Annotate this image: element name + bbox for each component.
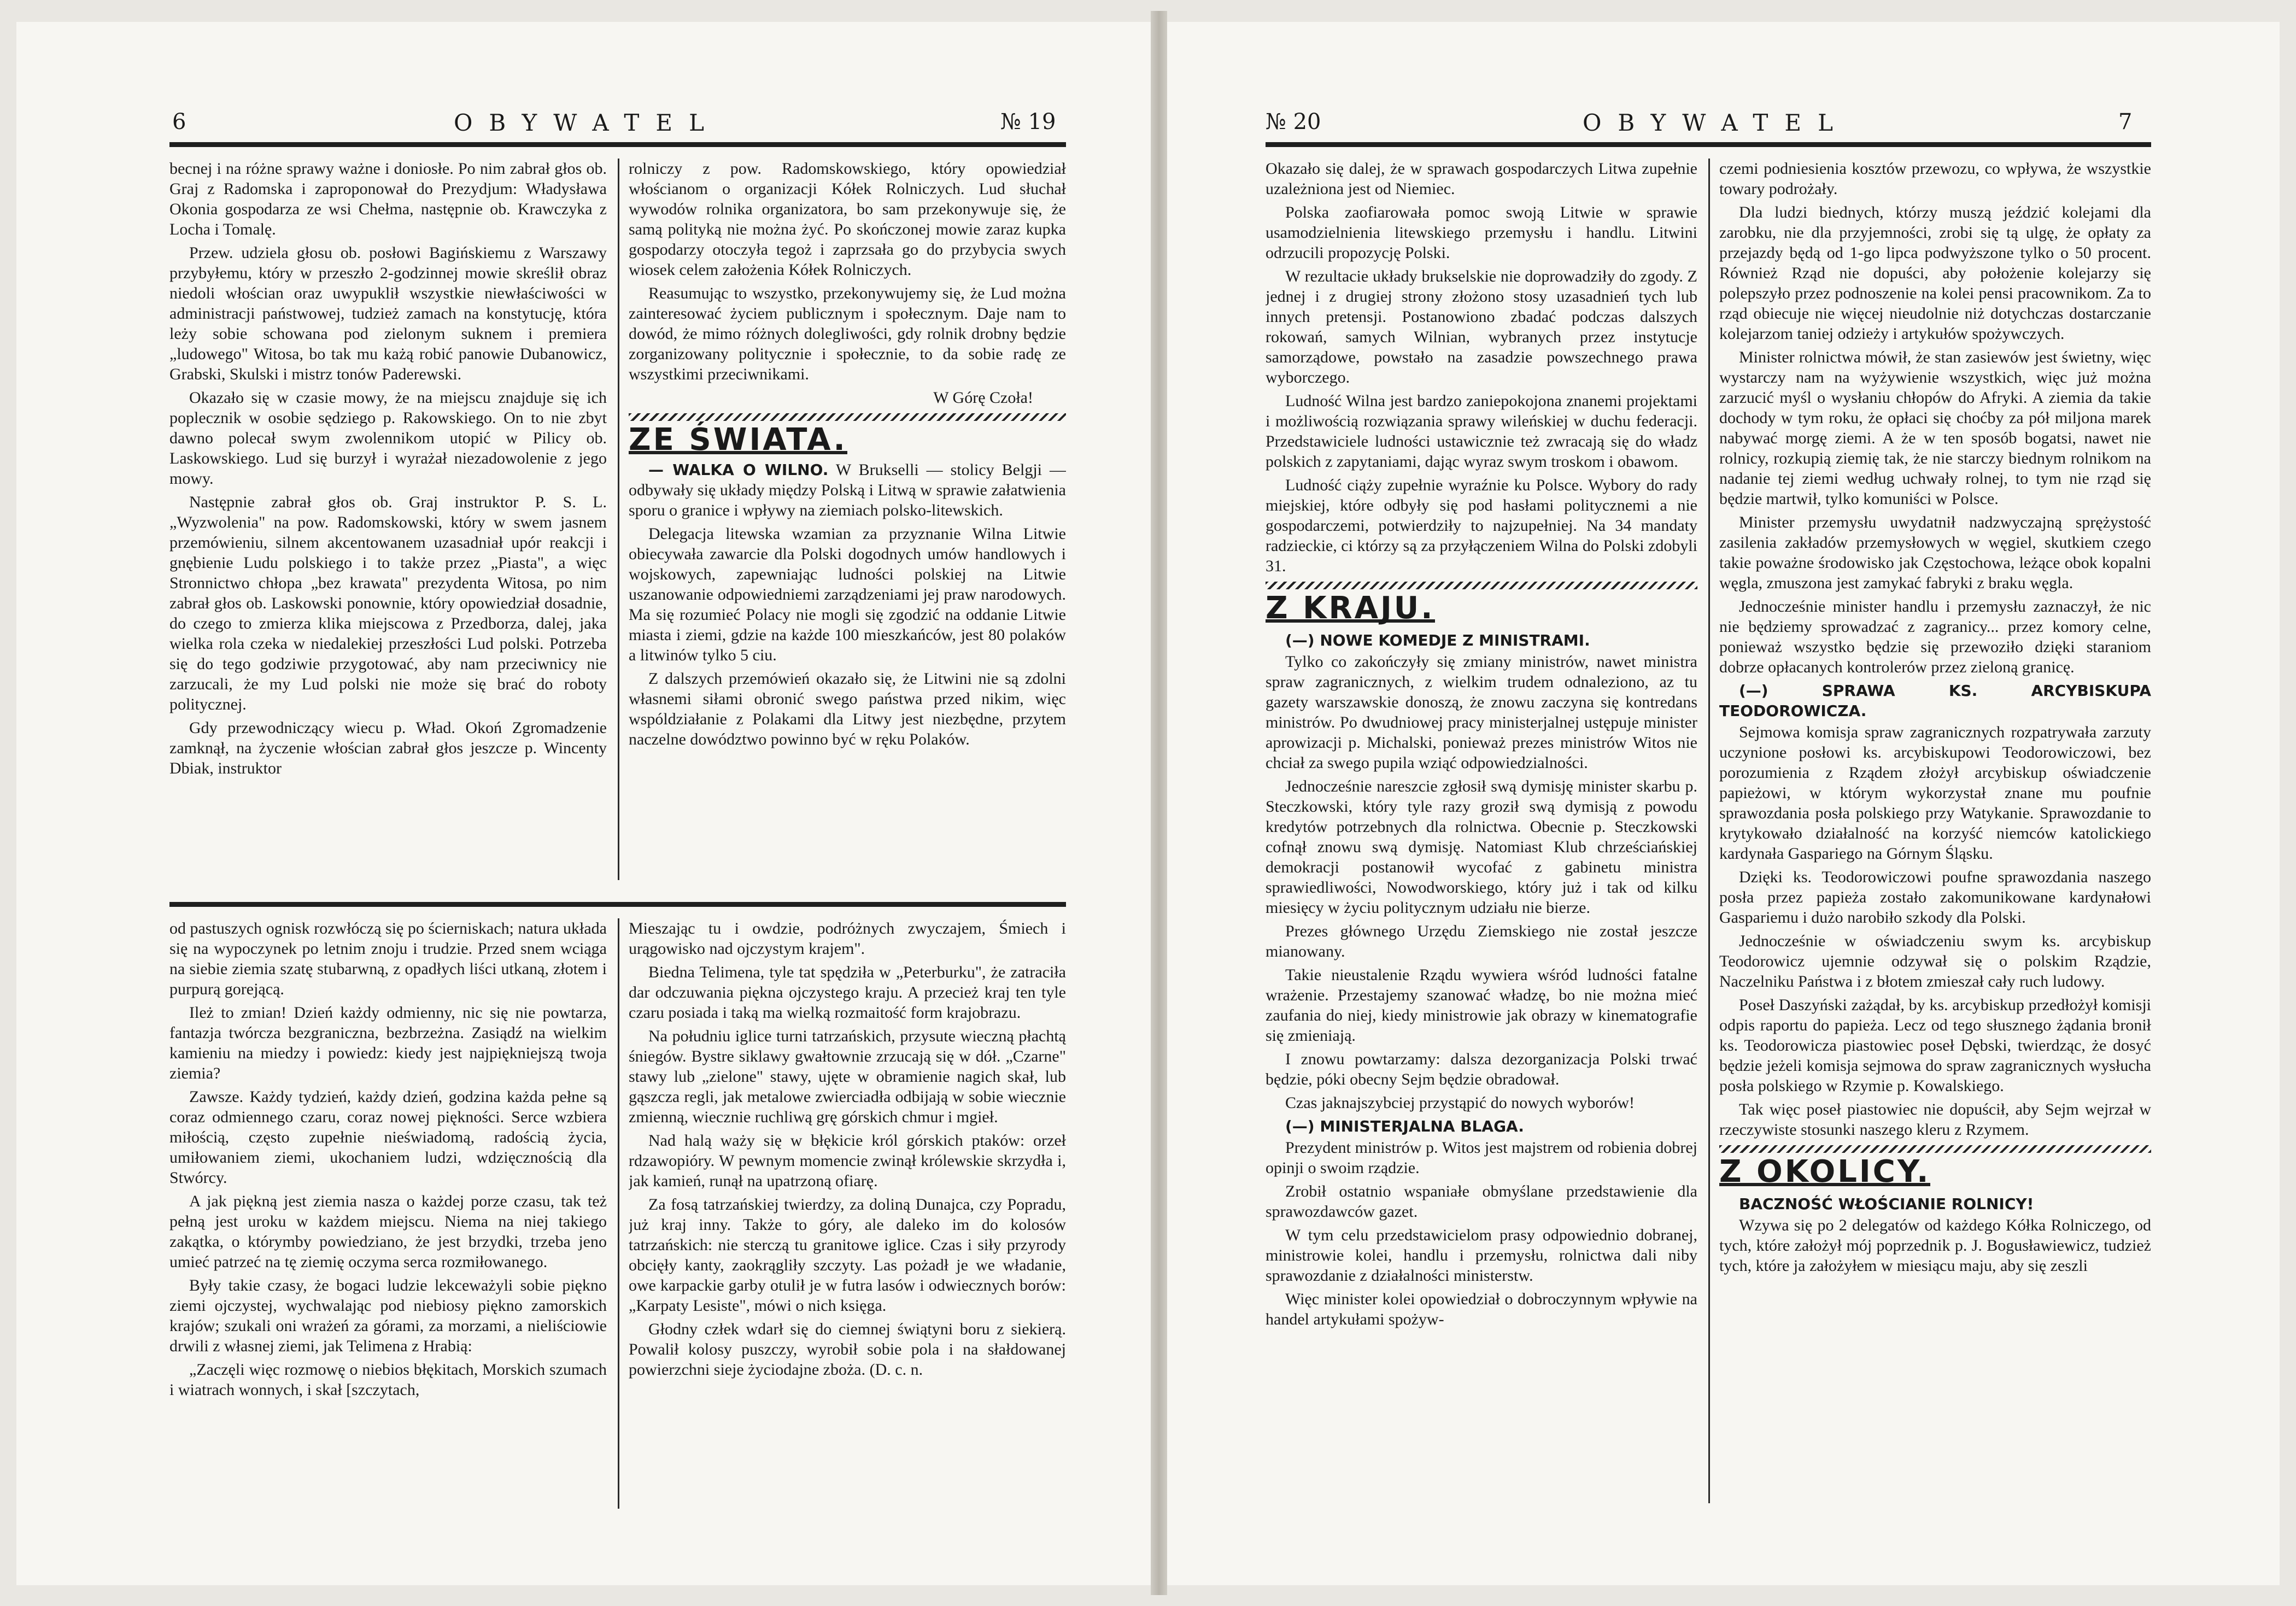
book-gutter: [1151, 11, 1167, 1595]
header-rule: [169, 142, 1066, 147]
paragraph: Okazało się w czasie mowy, że na miejscu znajduje się ich poplecznik w osobie sędziego p. Rakowskiego. On to nie zbyt dawno polecał swym zwolennikom utopić w Pilicy ob. Laskowskiego. Lud się burzył i wyrażał niezadowolenie z jego mowy.: [169, 389, 607, 488]
paragraph: Wzywa się po 2 delegatów od każdego Kółka Rolniczego, od tych, które założył mój poprzednik p. J. Bogusławiewicz, tudzież tych, które ja założyłem w miesiącu maju, aby się zeszli: [1719, 1216, 2151, 1275]
paragraph: od pastuszych ognisk rozwłóczą się po ścierniskach; natura układa się na wypoczynek po letnim znoju i trudzie. Przed snem wciąga na siebie ziemia szatę stubarwną, z opadłych liści utkaną, złotem i purpurą gorejącą.: [169, 919, 607, 998]
column-divider: [1708, 159, 1710, 1503]
paragraph: Sejmowa komisja spraw zagranicznych rozpatrywała zarzuty uczynione posłowi ks. arcybiskupowi Teodorowiczowi, bez porozumienia z Rządem złożył arcybiskup oświadczenie papieżowi, w którym wykorzystał znane mu poufnie sprawozdania posła polskiego przy Watykanie. Sprawozdanie to krytykowało działalność na korzyść niemców katolickiego kardynała Gaspariego na Górnym Śląsku.: [1719, 723, 2151, 863]
column-divider: [618, 918, 619, 1509]
paragraph: Takie nieustalenie Rządu wywiera wśród ludności fatalne wrażenie. Przestajemy szanować władzę, bo nie można mieć zaufania do niej, kiedy ministrowie jak obrazy w kinematografie się zmieniają.: [1266, 966, 1697, 1045]
left-column-1: [169, 159, 607, 880]
paragraph: Reasumując to wszystko, przekonywujemy się, że Lud można zainteresować życiem publicznym i społecznym. Daje nam to dowód, że mimo różnych dolegliwości, gdy rolnik drobny będzie zorganizowany politycznie i społecznie, to da sobie radę ze wszystkimi przeciwnikami.: [629, 284, 1066, 383]
paragraph: Tak więc poseł piastowiec nie dopuścił, aby Sejm wejrzał w rzeczywiste stosunki naszego kleru z Rzymem.: [1719, 1100, 2151, 1139]
paragraph: Tylko co zakończyły się zmiany ministrów, nawet ministra spraw zagranicznych, z wielkim trudem odnaleziono, az tu gazety warszawskie donoszą, że znowu zaczyna się kontredans ministrów. Po dwudniowej pracy ministerjalnej ustępuje minister aprowizacji p. Michalski, ponieważ prezes ministrów Witos nie chciał za swego pupila wziąć odpowiedzialności.: [1266, 653, 1697, 772]
section-title-z-okolicy: Z OKOLICY.: [1719, 1154, 1931, 1189]
paragraph: Zrobił ostatnio wspaniałe obmyślane przedstawienie dla sprawozdawców gazet.: [1266, 1182, 1697, 1221]
subhead-bacznosc: BACZNOŚĆ WŁOŚCIANIE ROLNICY!: [1739, 1195, 2034, 1213]
subhead-sprawa-arcybiskupa: (—) SPRAWA KS. ARCYBISKUPA TEODOROWICZA.: [1719, 682, 2151, 720]
right-page: [1167, 22, 2280, 1585]
paragraph: Następnie zabrał głos ob. Graj instruktor P. S. L. „Wyzwolenia" na pow. Radomskowski, który w swem jasnem przemówieniu, silnem akcentowanem uzasadniał upór reakcji i gnębienie Ludu polskiego i to także przez „Piasta", a więc Stronnictwo chłopa „bez krawata" prezydenta Witosa, po nim zabrał głos ob. Laskowski ponownie, który opowiedział dosadnie, do czego to zmierza klika miejscowa z Przedborza, dalej, jaka wielka rola czeka w niedalekiej przeszłości Lud polski. Potrzeba się do tego godziwie przygotować, aby nam przeciwnicy nie zarzucali, że my Lud polski nie może się brać do roboty politycznej.: [169, 493, 607, 713]
paragraph: Ludność ciąży zupełnie wyraźnie ku Polsce. Wybory do rady miejskiej, które odbyły się pod hasłami politycznemi a nie gospodarczemi, potwierdziły to najzupełniej. Na 34 mandaty radzieckie, ci którzy są za przyłączeniem Wilna do Polski zdobyli 31.: [1266, 476, 1697, 575]
paragraph: W rezultacie układy brukselskie nie doprowadziły do zgody. Z jednej i z drugiej strony złożono stosy uzasadnień tych lub innych pretensji. Postanowiono zbadać podczas dalszych rokowań, samych Wilnian, wybranych przez instytucje samorządowe, powstało na zasadzie powszechnego prawa wyborczego.: [1266, 267, 1697, 386]
subhead-ministerjalna-blaga: (—) MINISTERJALNA BLAGA.: [1285, 1117, 1524, 1135]
paragraph: czemi podniesienia kosztów przewozu, co wpływa, że wszystkie towary podrożały.: [1719, 160, 2151, 198]
paragraph: Czas jaknajszybciej przystąpić do nowych wyborów!: [1285, 1094, 1635, 1112]
paragraph: Delegacja litewska wzamian za przyznanie Wilna Litwie obiecywała zawarcie dla Polski dogodnych umów handlowych i wojskowych, zapewniając ludności polskiej na Litwie uszanowanie odpowiedniemi zarządzeniami jej praw narodowych. Ma się rozumieć Polacy nie mogli się zgodzić na oddanie Litwie miasta i ziemi, gdzie na każde 100 mieszkańców, jest 80 polaków a litwinów tylko 5 ciu.: [629, 525, 1066, 664]
paragraph: Minister rolnictwa mówił, że stan zasiewów jest świetny, więc wystarczy nam na wyżywienie wszystkich, więc już można zarzucić myśl o wysłaniu chłopów do Afryki. A ziemia da takie dochody w tym roku, że opłaci się choćby za pół miljona marek nabywać morgę ziemi. A że w ten sposób bogatsi, nawet nie rolnicy, rozkupią ziemię tak, że nie starczy biednym rolnikom na nadanie tej ziemi według uchwały rolnej, to tym nie rząd się będzie martwił, tylko komuniści w Polsce.: [1719, 348, 2151, 508]
paragraph: Głodny człek wdarł się do ciemnej świątyni boru z siekierą. Powalił kolosy puszczy, wyrobił sobie pola i na słałdowanej powierzchni sieje życiodajne zboża. (D. c. n.: [629, 1320, 1066, 1379]
subhead-walka-o-wilno: — WALKA O WILNO.: [648, 461, 829, 479]
paragraph: Z dalszych przemówień okazało się, że Litwini nie są zdolni własnemi siłami obronić swego państwa przed nikim, więc wspóldziałanie z Polakami dla Litwy jest niezbędne, przytem naczelne dowództwo powinno być w ręku Polaków.: [629, 670, 1066, 748]
paragraph: Jednocześnie minister handlu i przemysłu zaznaczył, że nic nie będziemy sprowadzać z zagranicy... przez komory celne, ponieważ wszystko będzie się przewoziło dzięki staraniom dobrze opłacanych kontrolerów przez zieloną granicę.: [1719, 597, 2151, 676]
paragraph: Gdy przewodniczący wiecu p. Wład. Okoń Zgromadzenie zamknął, na życzenie włościan zabrał głos jeszcze p. Wincenty Dbiak, instruktor: [169, 719, 607, 777]
paragraph: A jak piękną jest ziemia nasza o każdej porze czasu, tak też pełną jest uroku w każdem miejscu. Niema na niej takiego zakątka, o którymby powiedziano, że jest brzydki, trzeba jeno umieć patrzeć na tę ziemię oczyma serca rozmiłowanego.: [169, 1192, 607, 1271]
paragraph: Prezydent ministrów p. Witos jest majstrem od robienia dobrej opinji o swoim rządzie.: [1266, 1139, 1697, 1177]
paragraph: Jednocześnie nareszcie zgłosił swą dymisję minister skarbu p. Steczkowski, który tyle razy groził swą dymisją z powodu kredytów potrzebnych dla rolnictwa. Obecnie p. Steczkowski cofnął znowu swą dymisję. Natomiast Klub chrześciańskiej demokracji postanowił wycofać z gabinetu ministra sprawiedliwości, Nowodworskiego, który już i tak od kilku miesięcy w życiu politycznym udziału nie bierze.: [1266, 777, 1697, 917]
page-number: 7: [2118, 109, 2133, 134]
left-column-3: [169, 918, 607, 1509]
paragraph: Przew. udziela głosu ob. posłowi Bagińskiemu z Warszawy przybyłemu, który w przeszło 2-godzinnej mowie skreślił obraz niedoli włościan oraz uwypuklił wszystkie niewłaściwości w administracji państwowej, tudzież zamach na konstytucję, która leży sobie schowana pod zielonym suknem i premiera „ludowego" Witosa, bo tak mu każą robić panowie Dubanowicz, Grabski, Skulski i mistrz tonów Paderewski.: [169, 244, 607, 383]
paragraph: Na południu iglice turni tatrzańskich, przysute wieczną płachtą śniegów. Bystre siklawy gwałtownie zrzucają się w dół. „Czarne" stawy lub „zielone" stawy, ujęte w obramienie nagich skał, lub gąszcza regli, jak metalowe zwierciadła odbijają w sobie wiecznie zmienną, wiecznie ruchliwą grę górskich chmur i mgieł.: [629, 1027, 1066, 1126]
issue-number: № 19: [1000, 109, 1056, 134]
paragraph: I znowu powtarzamy: dalsza dezorganizacja Polski trwać będzie, póki obecny Sejm będzie obradował.: [1266, 1050, 1697, 1088]
paragraph: Nad halą waży się w błękicie król górskich ptaków: orzeł rdzawopióry. W pewnym momencie zwinął królewskie skrzydła i, jak kamień, runął na upatrzoną ofiarę.: [629, 1132, 1066, 1190]
subhead-nowe-komedje: (—) NOWE KOMEDJE Z MINISTRAMI.: [1285, 631, 1590, 649]
page-number: 6: [172, 109, 186, 134]
paragraph: Polska zaofiarowała pomoc swoją Litwie w sprawie usamodzielnienia litewskiego przemysłu i handlu. Litwini odrzucili propozycję Polski.: [1266, 203, 1697, 262]
right-column-1: [1266, 159, 1697, 1503]
paragraph: Poseł Daszyński zażądał, by ks. arcybiskup przedłożył komisji odpis raportu do papieża. Lecz od tego słusznego żądania bronił ks. Teodorowicza piastowiec poseł Dębski, twierdząc, że dosyć będzie jeżeli komisja sejmowa do spraw zagranicznych wysłucha posła polskiego w Rzymie p. Kowalskiego.: [1719, 996, 2151, 1095]
paragraph: Były takie czasy, że bogaci ludzie lekceważyli sobie piękno ziemi ojczystej, wychwalając pod niebiosy piękno zamorskich krajów; szukali oni wrażeń za górami, za morzami, a nieliściowie drwili z własnej ziemi, jak Telimena z Hrabią:: [169, 1276, 607, 1355]
paragraph: Ludność Wilna jest bardzo zaniepokojona znanemi projektami i możliwością rozwiązania sprawy wileńskiej w duchu federacji. Przedstawiciele ludności ustawicznie też zwracają się do władz polskich z zapytaniami, dając wyraz swym troskom i obawom.: [1266, 392, 1697, 471]
paragraph: Okazało się dalej, że w sprawach gospodarczych Litwa zupełnie uzależniona jest od Niemiec.: [1266, 160, 1697, 198]
paragraph: Minister przemysłu uwydatnił nadzwyczajną sprężystość zasilenia zakładów przemysłowych w węgiel, skutkiem czego takie poważne środowisko jak Częstochowa, leżące obok kopalni węgla, zmuszona jest zamykać fabryki z braku węgla.: [1719, 513, 2151, 592]
issue-number: № 20: [1266, 109, 1321, 134]
lead-paragraph: [629, 460, 1066, 520]
signature: W Górę Czoła!: [933, 389, 1033, 407]
header-rule: [1266, 142, 2151, 147]
paragraph: becnej i na różne sprawy ważne i doniosłe. Po nim zabrał głos ob. Graj z Radomska i zaproponował do Prezydjum: Władysława Okonia gospodarza ze wsi Chełma, następnie ob. Krawczyka z Locha i Tomalę.: [169, 160, 607, 238]
paragraph: Dla ludzi biednych, którzy muszą jeździć kolejami dla zarobku, nie dla przyjemności, zrobi się tą ulgę, że opłaty za przejazdy będą od 1-go lipca podwyższone tylko o 50 procent. Również Rząd nie dopuści, aby położenie kolejarzy się polepszyło przez podnoszenie na kolei pensi pracownikom. Za to rząd obiecuje nie więcej nieudolnie niż dotychczas dostarczanie kolejarzom taniej odzieży i artykułów spożywczych.: [1719, 203, 2151, 343]
paragraph: Więc minister kolei opowiedział o dobroczynnym wpływie na handel artykułami spożyw-: [1266, 1290, 1697, 1328]
paragraph: rolniczy z pow. Radomskowskiego, który opowiedział włościanom o organizacji Kółek Rolniczych. Lud słuchał wywodów rolnika organizatora, bo sam przekonywuje się, że samą polityką nie można żyć. Po skończonej mowie zaraz kupka gospodarzy otoczyła tegoż i zaprzsała go do przybycia swych wiosek celem założenia Kółek Rolniczych.: [629, 160, 1066, 279]
section-title-ze-swiata: ZE ŚWIATA.: [629, 422, 847, 458]
verse: „Zaczęli więc rozmowę o niebios błękitach, Morskich szumach i wiatrach wonnych, i skał [szczytach,: [169, 1361, 607, 1399]
section-title-z-kraju: Z KRAJU.: [1266, 590, 1435, 626]
ornamental-divider: [1719, 1145, 2151, 1153]
paragraph: Prezes głównego Urzędu Ziemskiego nie został jeszcze mianowany.: [1266, 922, 1697, 960]
paragraph: Biedna Telimena, tyle tat spędziła w „Peterburku", że zatraciła dar odczuwania piękna ojczystego kraju. A przecież kraj ten tyle czaru posiada i taką ma wielką rozmaitość form krajobrazu.: [629, 963, 1066, 1022]
paragraph: Zawsze. Każdy tydzień, każdy dzień, godzina każda pełne są coraz odmiennego czaru, coraz nowej piękności. Serce wzbiera miłością, często zupełnie nieświadomą, radością życia, umiłowaniem ziemi, ukochaniem ludzi, wdzięcznością dla Stwórcy.: [169, 1088, 607, 1187]
left-page: [16, 22, 1151, 1585]
paragraph: W tym celu przedstawicielom prasy odpowiednio dobranej, ministrowie kolei, handlu i przemysłu, rolnictwa dali niby sprawozdanie z działalności ministerstw.: [1266, 1226, 1697, 1285]
newspaper-title: OBYWATEL: [454, 109, 721, 136]
paragraph: Dzięki ks. Teodorowiczowi poufne sprawozdania naszego posła przez papieża zostało zakomunikowane kardynałowi Gaspariemu i dużo narobiło szkody dla Polski.: [1719, 868, 2151, 927]
newspaper-title: OBYWATEL: [1583, 109, 1849, 136]
left-column-4: [629, 918, 1066, 1509]
ornamental-divider: [1266, 582, 1697, 589]
feuilleton-rule: [169, 902, 1066, 907]
left-column-2: [629, 159, 1066, 880]
ornamental-divider: [629, 413, 1066, 421]
paragraph: Za fosą tatrzańskiej twierdzy, za doliną Dunajca, czy Popradu, już kraj inny. Także to góry, ale daleko im do kolosów tatrzańskich: nie sterczą tu granitowe iglice. Czas i siły przyrody obcięły kanty, zaokrągliły szczyty. Las pożadł je we władanie, owe karpackie garby otulił je w futra lasów i odwiecznych borów: „Karpaty Lesiste", mówi o nich księga.: [629, 1195, 1066, 1315]
lead-text: W Brukselli — stolicy Belgji — odbywały się układy między Polską i Litwą w sprawie załatwienia sporu o granice i wpływy na ziemiach polsko-litewskich.: [629, 461, 1066, 519]
paragraph: Ileż to zmian! Dzień każdy odmienny, nic się nie powtarza, fantazja twórcza bezgraniczna, bezbrzeżna. Zasiądź na wielkim kamieniu na miedzy i powiedz: kiedy jest najpiękniejszą twoja ziemia?: [169, 1004, 607, 1082]
right-column-2: [1719, 159, 2151, 1503]
paragraph: Jednocześnie w oświadczeniu swym ks. arcybiskup Teodorowicz ujemnie odzywał się o polskim Rządzie, Naczelniku Państwa i z błotem zmieszał cały ruch ludowy.: [1719, 932, 2151, 990]
column-divider: [618, 159, 619, 880]
verse: Mieszając tu i owdzie, podróżnych zwyczajem, Śmiech i urągowisko nad ojczystym krajem".: [629, 919, 1066, 958]
